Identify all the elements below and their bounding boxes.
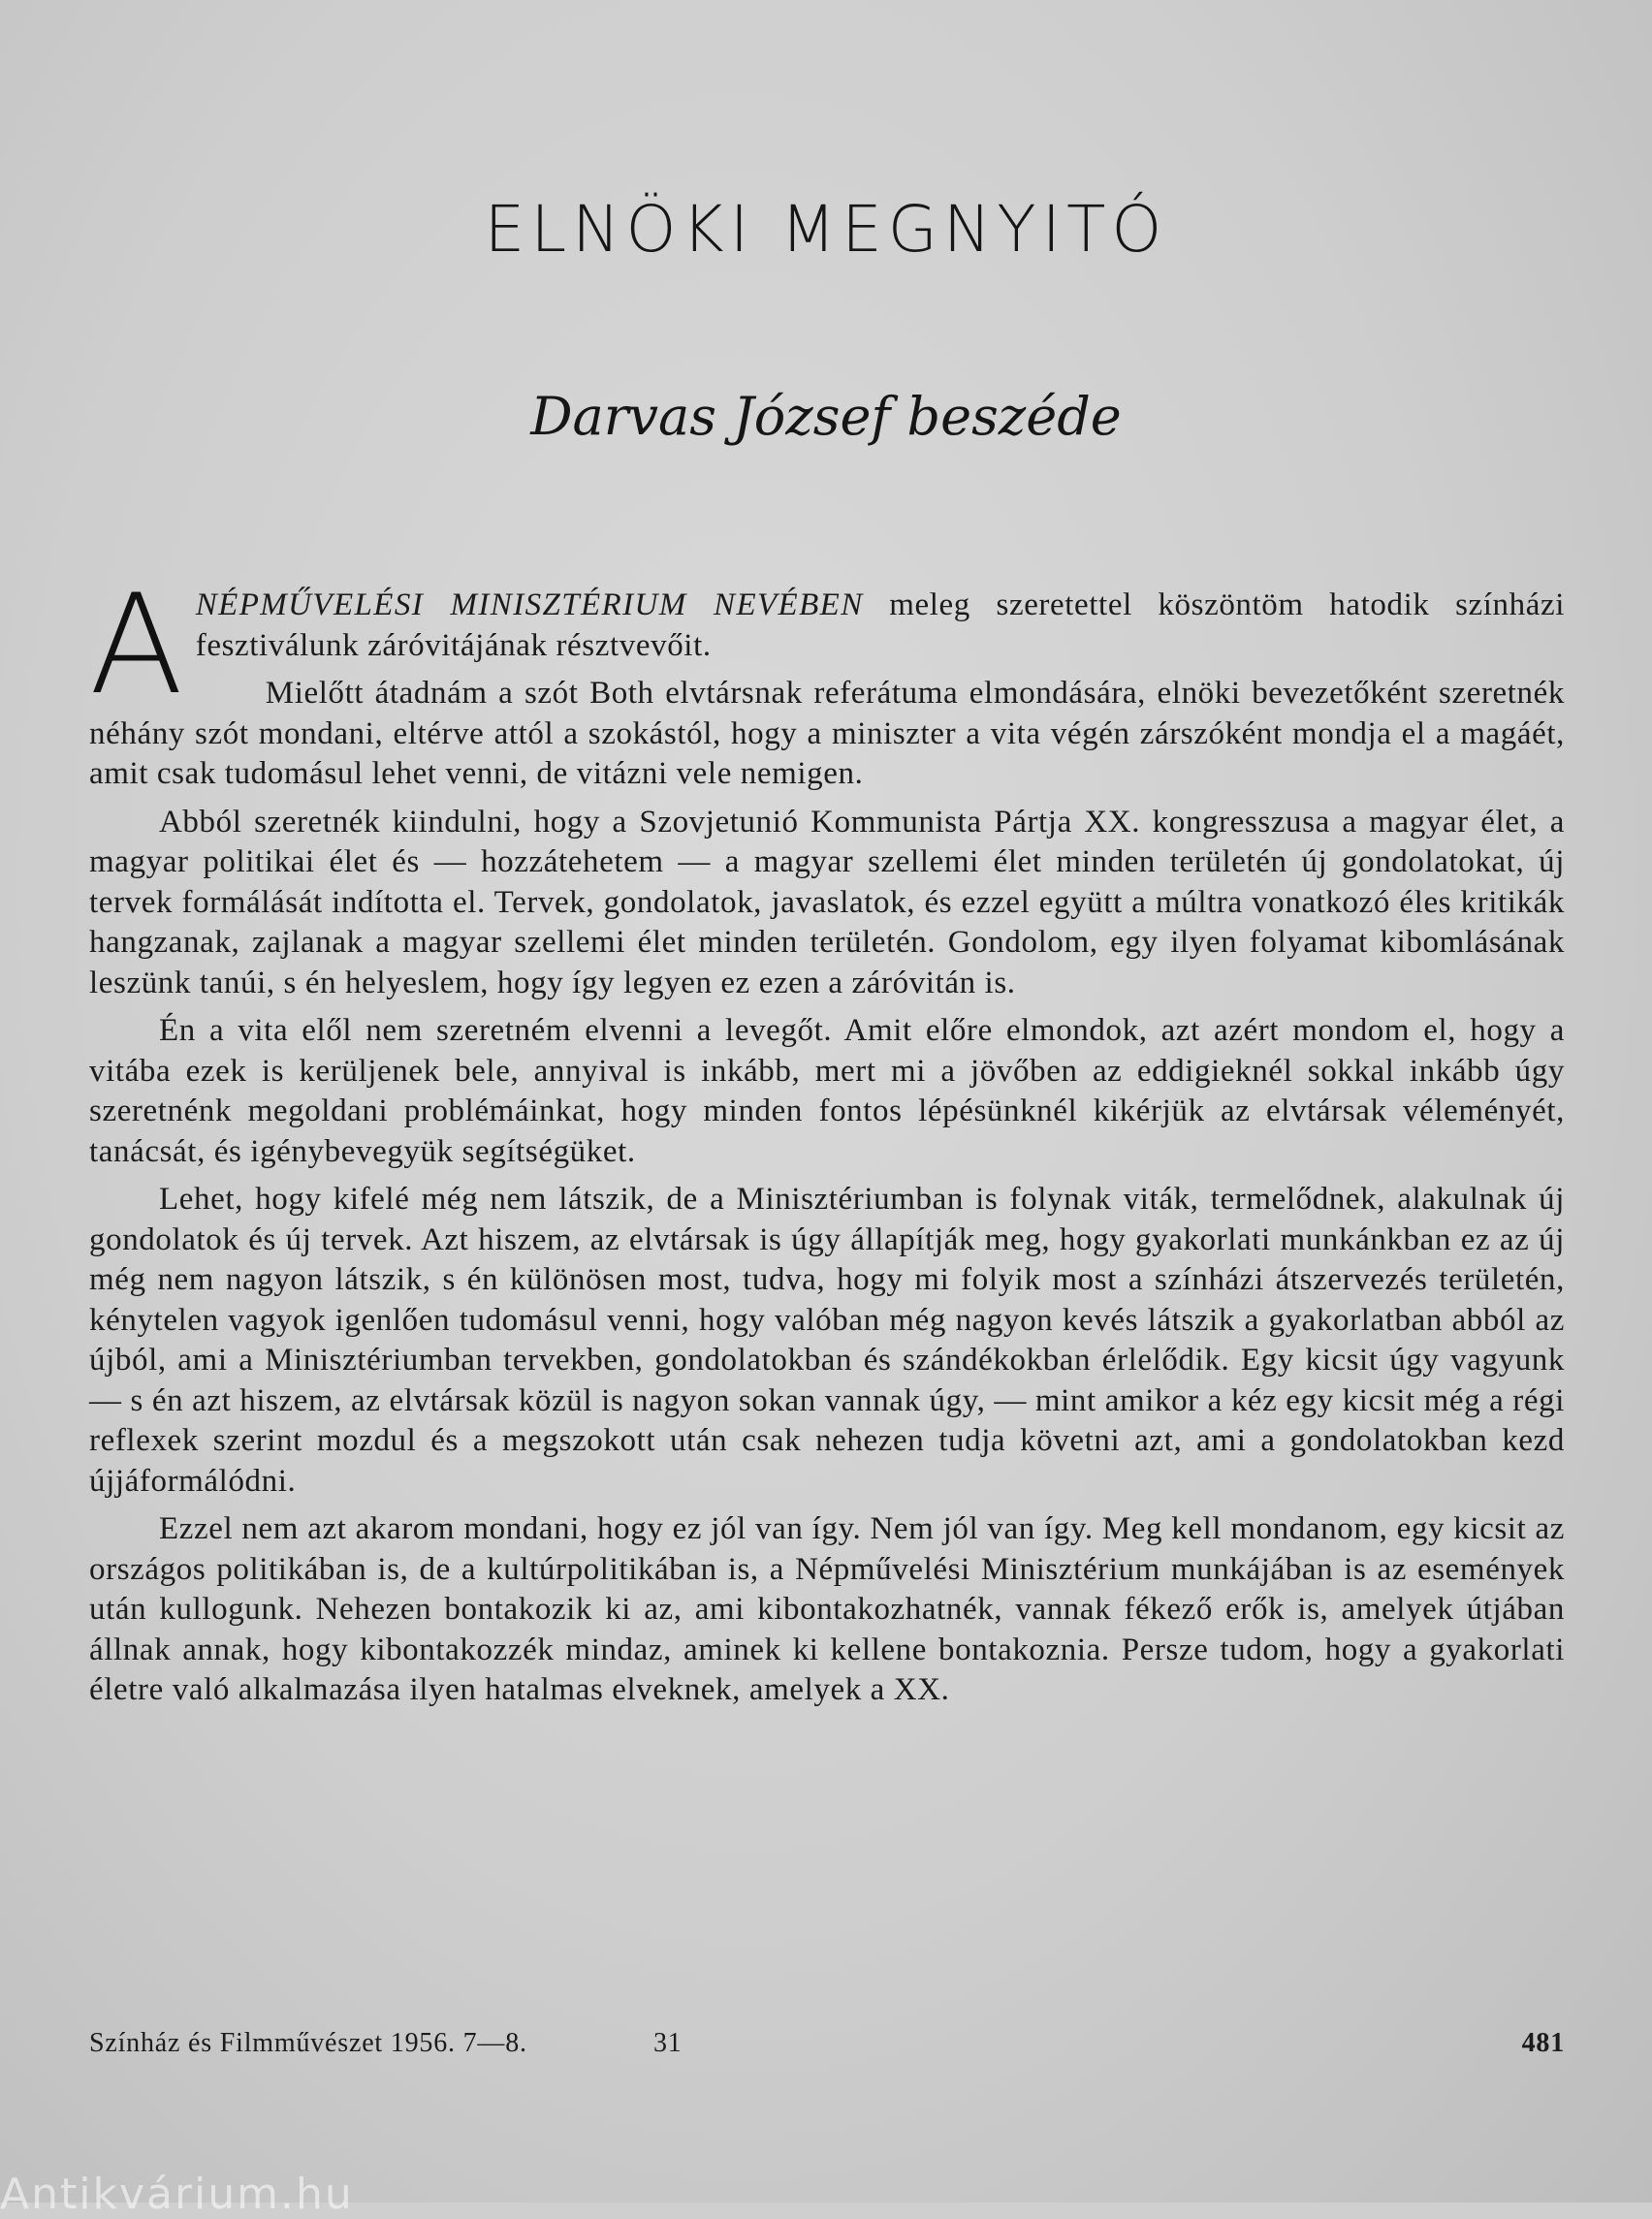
article-paragraph: Mielőtt átadnám a szót Both elvtársnak referátuma elmondására, elnöki bevezetőként szeretnék néhány szót mondani, eltérve attól a szokástól, hogy a miniszter a vita végén zárszóként mondja el a magáét, amit csak tudomásul lehet venni, de vitázni vele nemigen.	[89, 676, 1565, 791]
article-title: ELNÖKI MEGNYITÓ	[484, 192, 1168, 267]
article-paragraph: Én a vita elől nem szeretném elvenni a levegőt. Amit előre elmondok, azt azért mondom el, hogy a vitába ezek is kerüljenek bele, annyival is inkább, mert mi a jövőben az eddigieknél sokkal inkább úgy szeretnénk megoldani problémáinkat, hogy minden fontos lépésünknél kikérjük az elvtársak véleményét, tanácsát, és igénybevegyük segítségüket.	[89, 1013, 1565, 1169]
article-subtitle: Darvas József beszéde	[530, 386, 1122, 447]
article-body	[89, 565, 1565, 1719]
lead-caps: NÉPMŰVELÉSI MINISZTÉRIUM NEVÉBEN	[195, 587, 864, 622]
drop-cap: A	[89, 565, 184, 725]
journal-name: Színház és Filmművészet 1956. 7—8.	[89, 2028, 527, 2058]
article-paragraph: Abból szeretnék kiindulni, hogy a Szovjetunió Kommunista Pártja XX. kongresszusa a magyar élet, a magyar politikai élet és — hozzátehetem — a magyar szellemi élet minden területén új gondolatokat, új tervek formálását indította el. Tervek, gondolatok, javaslatok, és ezzel együtt a múltra vonatkozó éles kritikák hangzanak, zajlanak a magyar szellemi élet minden területén. Gondolom, egy ilyen folyamat kibomlásának leszünk tanúi, s én helyeslem, hogy így legyen ez ezen a záróvitán is.	[89, 804, 1565, 1000]
lead-text: meleg szeretettel köszöntöm hatodik színházi fesztiválunk záróvitájának résztvevőit.	[195, 587, 1565, 663]
issue-number: 31	[653, 2028, 683, 2058]
article-paragraph: Lehet, hogy kifelé még nem látszik, de a Minisztériumban is folynak viták, termelődnek, alakulnak új gondolatok és új tervek. Azt hiszem, az elvtársak is úgy állapítják meg, hogy gyakorlati munkánkban ez az új még nem nagyon látszik, s én különösen most, tudva, hogy mi folyik most a színházi átszervezés területén, kénytelen vagyok igenlően tudomásul venni, hogy valóban még nagyon kevés látszik a gyakorlatban abból az újból, ami a Minisztériumban tervekben, gondolatokban és szándékokban érlelődik. Egy kicsit úgy vagyunk — s én azt hiszem, az elvtársak közül is nagyon sokan vannak úgy, — mint amikor a kéz egy kicsit még a régi reflexek szerint mozdul és a megszokott után csak nehezen tudja követni azt, ami a gondolatokban kezd újjáformálódni.	[89, 1182, 1565, 1499]
article-lead-paragraph	[89, 565, 1565, 725]
watermark: Antikvárium.hu	[0, 2170, 354, 2219]
page-number: 481	[1521, 2028, 1565, 2058]
article-paragraph: Ezzel nem azt akarom mondani, hogy ez jól van így. Nem jól van így. Meg kell mondanom, egy kicsit az országos politikában is, de a kultúrpolitikában is, a Népművelési Minisztérium munkájában is az események után kullogunk. Nehezen bontakozik ki az, ami kibontakozhatnék, vannak fékező erők is, amelyek útjában állnak annak, hogy kibontakozzék mindaz, aminek ki kellene bontakoznia. Persze tudom, hogy a gyakorlati életre való alkalmazása ilyen hatalmas elveknek, amelyek a XX.	[89, 1511, 1565, 1707]
